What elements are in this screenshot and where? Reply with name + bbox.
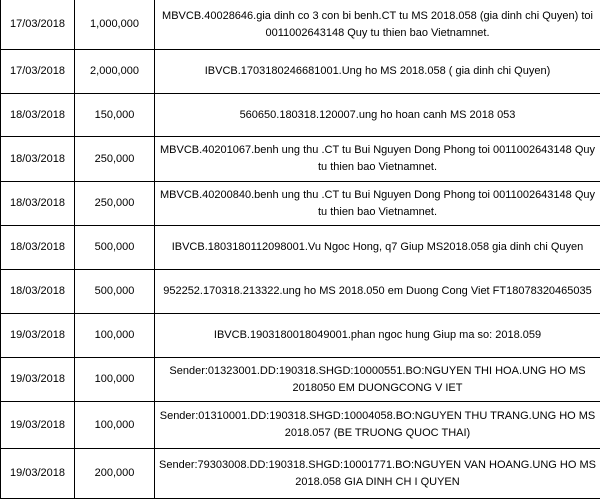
table-row xyxy=(1,50,600,94)
amount-cell: 100,000 xyxy=(75,358,155,402)
amount-cell: 1,000,000 xyxy=(75,0,155,50)
description-cell: Sender:01323001.DD:190318.SHGD:10000551.BO:NGUYEN THI HOA.UNG HO MS 2018050 EM DUONGCONG V IET xyxy=(155,358,600,402)
amount-cell: 500,000 xyxy=(75,270,155,314)
date-cell: 18/03/2018 xyxy=(1,226,75,270)
amount-cell: 150,000 xyxy=(75,94,155,137)
date-cell: 18/03/2018 xyxy=(1,137,75,182)
amount-cell: 250,000 xyxy=(75,182,155,226)
amount-cell: 250,000 xyxy=(75,137,155,182)
date-cell: 19/03/2018 xyxy=(1,314,75,358)
date-cell: 18/03/2018 xyxy=(1,270,75,314)
date-cell: 18/03/2018 xyxy=(1,94,75,137)
table-row xyxy=(1,270,600,314)
table-row xyxy=(1,402,600,449)
table-row xyxy=(1,137,600,182)
date-cell: 17/03/2018 xyxy=(1,50,75,94)
description-cell: MBVCB.40028646.gia dinh co 3 con bi benh.CT tu MS 2018.058 (gia dinh chi Quyen) toi 0011002643148 Quy tu thien bao Vietnamnet. xyxy=(155,0,600,50)
date-cell: 19/03/2018 xyxy=(1,402,75,449)
date-cell: 19/03/2018 xyxy=(1,449,75,499)
table-row xyxy=(1,358,600,402)
description-cell: Sender:79303008.DD:190318.SHGD:10001771.BO:NGUYEN VAN HOANG.UNG HO MS 2018.058 GIA DINH CH I QUYEN xyxy=(155,449,600,499)
date-cell: 18/03/2018 xyxy=(1,182,75,226)
amount-cell: 500,000 xyxy=(75,226,155,270)
date-cell: 19/03/2018 xyxy=(1,358,75,402)
amount-cell: 100,000 xyxy=(75,314,155,358)
table-row xyxy=(1,449,600,499)
table-row xyxy=(1,226,600,270)
amount-cell: 200,000 xyxy=(75,449,155,499)
amount-cell: 2,000,000 xyxy=(75,50,155,94)
date-cell: 17/03/2018 xyxy=(1,0,75,50)
description-cell: IBVCB.1803180112098001.Vu Ngoc Hong, q7 Giup MS2018.058 gia dinh chi Quyen xyxy=(155,226,600,270)
table-row xyxy=(1,314,600,358)
description-cell: Sender:01310001.DD:190318.SHGD:10004058.BO:NGUYEN THU TRANG.UNG HO MS 2018.057 (BE TRUONG QUOC THAI) xyxy=(155,402,600,449)
table-row xyxy=(1,182,600,226)
description-cell: 560650.180318.120007.ung ho hoan canh MS 2018 053 xyxy=(155,94,600,137)
description-cell: MBVCB.40201067.benh ung thu .CT tu Bui Nguyen Dong Phong toi 0011002643148 Quy tu thien bao Vietnamnet. xyxy=(155,137,600,182)
description-cell: 952252.170318.213322.ung ho MS 2018.050 em Duong Cong Viet FT18078320465035 xyxy=(155,270,600,314)
table-row xyxy=(1,94,600,137)
description-cell: IBVCB.1903180018049001.phan ngoc hung Giup ma so: 2018.059 xyxy=(155,314,600,358)
amount-cell: 100,000 xyxy=(75,402,155,449)
description-cell: MBVCB.40200840.benh ung thu .CT tu Bui Nguyen Dong Phong toi 0011002643148 Quy tu thien bao Vietnamnet. xyxy=(155,182,600,226)
table-row xyxy=(1,0,600,50)
description-cell: IBVCB.1703180246681001.Ung ho MS 2018.058 ( gia dinh chi Quyen) xyxy=(155,50,600,94)
